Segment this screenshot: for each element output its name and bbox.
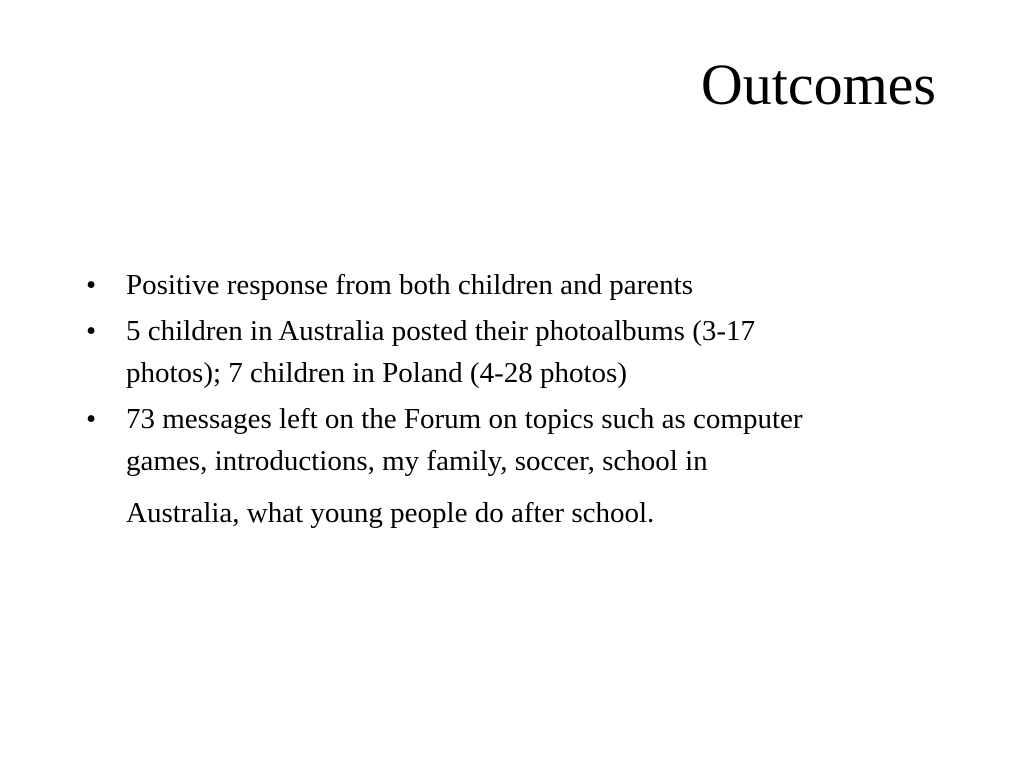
bullet-text bbox=[126, 310, 946, 394]
bullet-item-2 bbox=[86, 310, 946, 394]
bullet-item-1 bbox=[86, 264, 946, 306]
bullet-text bbox=[126, 264, 946, 306]
bullet-icon: • bbox=[86, 403, 97, 435]
bullet-text bbox=[126, 398, 946, 534]
bullet-line: games, introductions, my family, soccer, school in bbox=[126, 445, 708, 477]
bullet-line: 73 messages left on the Forum on topics such as computer bbox=[126, 403, 803, 435]
bullet-icon: • bbox=[86, 315, 97, 347]
bullet-list bbox=[86, 264, 946, 538]
bullet-line: photos); 7 children in Poland (4-28 photos) bbox=[126, 357, 628, 389]
bullet-line: 5 children in Australia posted their photoalbums (3-17 bbox=[126, 315, 756, 347]
bullet-item-3 bbox=[86, 398, 946, 534]
bullet-line: Australia, what young people do after school. bbox=[126, 497, 655, 529]
slide-title: Outcomes bbox=[700, 52, 936, 117]
bullet-icon: • bbox=[86, 269, 97, 301]
bullet-line: Positive response from both children and parents bbox=[126, 269, 693, 301]
